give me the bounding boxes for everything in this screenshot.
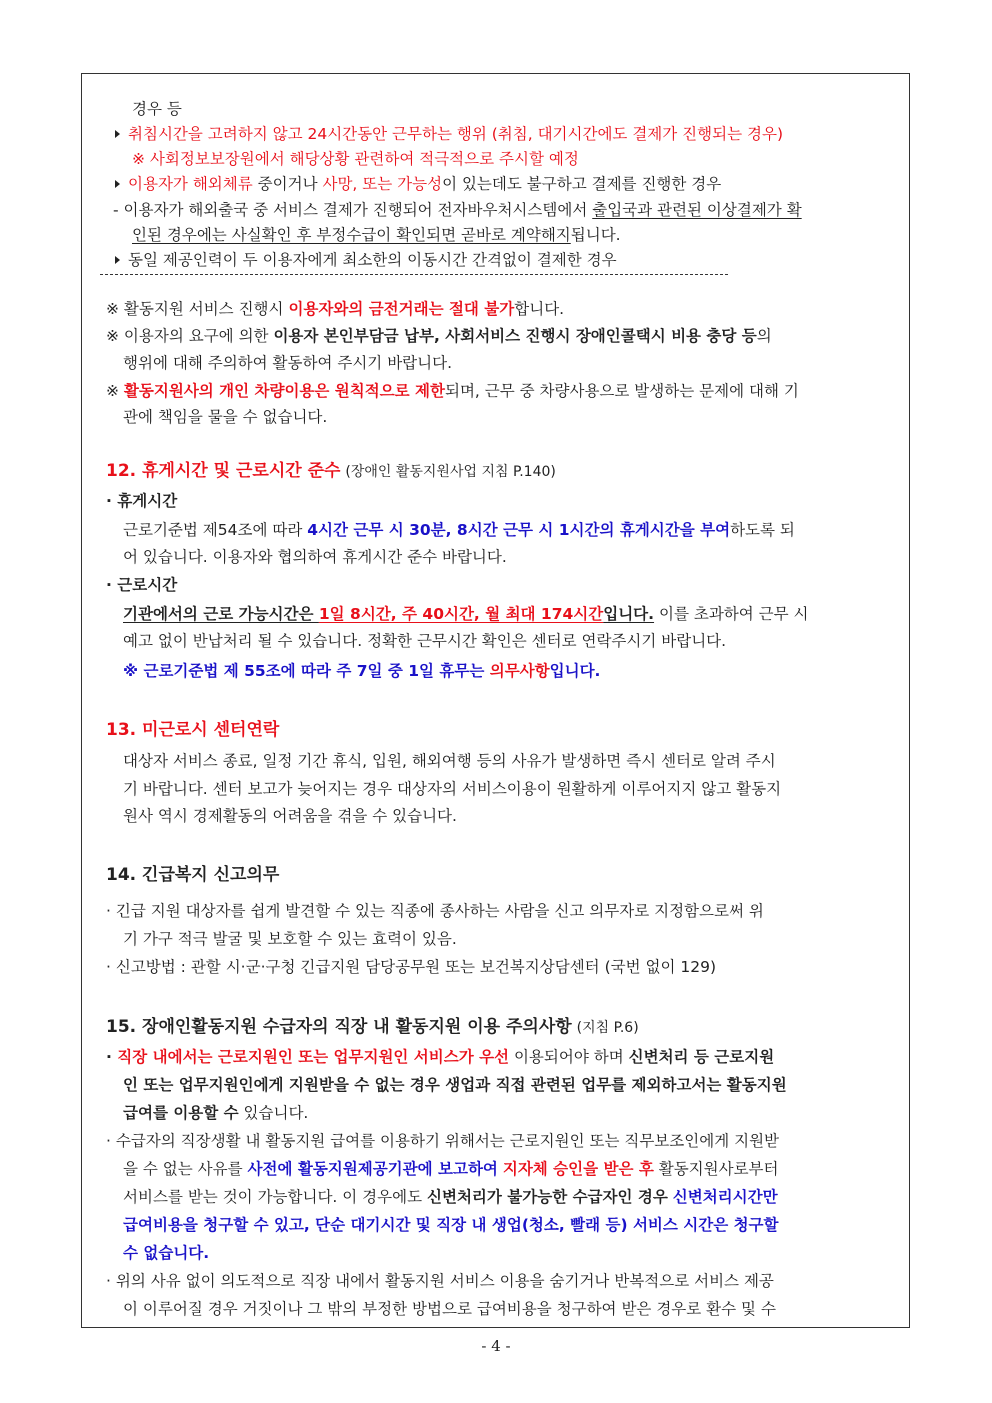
s15-a-line-2: 인 또는 업무지원인에게 지원받을 수 없는 경우 생업과 직접 관련된 업무를 제외하고서는 활동지원 (123, 1076, 787, 1094)
section-14-title: 14. 긴급복지 신고의무 (106, 865, 280, 885)
top-line-7: 동일 제공인력이 두 이용자에게 최소한의 이동시간 간격없이 결제한 경우 (113, 249, 617, 271)
note-3: ※ 활동지원사의 개인 차량이용은 원칙적으로 제한되며, 근무 중 차량사용으로 발생하는 문제에 대해 기 (106, 382, 799, 400)
note-2-cont: 행위에 대해 주의하여 활동하여 주시기 바랍니다. (123, 354, 453, 372)
top-line-1: 경우 등 (132, 100, 182, 118)
s15-a-line-3: 급여를 이용할 수 있습니다. (123, 1104, 309, 1122)
s12-heading-work: · 근로시간 (106, 576, 178, 594)
s14-line-3: · 신고방법 : 관할 시·군·구청 긴급지원 담당공무원 또는 보건복지상담센터 (국번 없이 129) (106, 958, 716, 976)
dashed-divider (100, 274, 728, 275)
s12-note: ※ 근로기준법 제 55조에 따라 주 7일 중 1일 휴무는 의무사항입니다. (123, 662, 601, 680)
s15-b-line-3: 서비스를 받는 것이 가능합니다. 이 경우에도 신변처리가 불가능한 수급자인 경우 신변처리시간만 (123, 1188, 778, 1206)
top-line-5: - 이용자가 해외출국 중 서비스 결제가 진행되어 전자바우처시스템에서 출입국과 관련된 이상결제가 확 (113, 201, 802, 219)
note-3-cont: 관에 책임을 물을 수 없습니다. (123, 408, 328, 426)
note-1: ※ 활동지원 서비스 진행시 이용자와의 금전거래는 절대 불가합니다. (106, 300, 565, 318)
s13-line-2: 기 바랍니다. 센터 보고가 늦어지는 경우 대상자의 서비스이용이 원활하게 이루어지지 않고 활동지 (123, 780, 782, 798)
s15-b-line-4: 급여비용을 청구할 수 있고, 단순 대기시간 및 직장 내 생업(청소, 빨래 등) 서비스 시간은 청구할 (123, 1216, 779, 1234)
page-number: - 4 - (481, 1337, 511, 1355)
s12-rest-line-1: 근로기준법 제54조에 따라 4시간 근무 시 30분, 8시간 근무 시 1시간의 휴게시간을 부여하도록 되 (123, 521, 795, 539)
top-line-6: 인된 경우에는 사실확인 후 부정수급이 확인되면 곧바로 계약해지됩니다. (132, 226, 621, 244)
s13-line-3: 원사 역시 경제활동의 어려움을 겪을 수 있습니다. (123, 807, 457, 825)
s12-work-line-1: 기관에서의 근로 가능시간은 1일 8시간, 주 40시간, 월 최대 174시간입니다. 이를 초과하여 근무 시 (123, 605, 809, 623)
s14-line-2: 기 가구 적극 발굴 및 보호할 수 있는 효력이 있음. (123, 930, 457, 948)
s15-b-line-1: · 수급자의 직장생활 내 활동지원 급여를 이용하기 위해서는 근로지원인 또는 직무보조인에게 지원받 (106, 1132, 780, 1150)
section-12-title: 12. 휴게시간 및 근로시간 준수 (장애인 활동지원사업 지침 P.140) (106, 461, 556, 481)
note-2: ※ 이용자의 요구에 의한 이용자 본인부담금 납부, 사회서비스 진행시 장애인콜택시 비용 충당 등의 (106, 327, 772, 345)
triangle-bullet-icon (115, 130, 120, 138)
s15-b-line-2: 을 수 없는 사유를 사전에 활동지원제공기관에 보고하여 지자체 승인을 받은 후 활동지원사로부터 (123, 1160, 779, 1178)
top-line-2: 취침시간을 고려하지 않고 24시간동안 근무하는 행위 (취침, 대기시간에도 결제가 진행되는 경우) (113, 123, 783, 145)
s12-work-line-2: 예고 없이 반납처리 될 수 있습니다. 정확한 근무시간 확인은 센터로 연락주시기 바랍니다. (123, 632, 727, 650)
section-15-title: 15. 장애인활동지원 수급자의 직장 내 활동지원 이용 주의사항 (지침 P.6) (106, 1017, 639, 1037)
s15-c-line-2: 이 이루어질 경우 거짓이나 그 밖의 부정한 방법으로 급여비용을 청구하여 받은 경우로 환수 및 수 (123, 1300, 776, 1318)
triangle-bullet-icon (115, 256, 120, 264)
s15-c-line-1: · 위의 사유 없이 의도적으로 직장 내에서 활동지원 서비스 이용을 숨기거나 반복적으로 서비스 제공 (106, 1272, 774, 1290)
section-13-title: 13. 미근로시 센터연락 (106, 720, 280, 740)
s12-rest-line-2: 어 있습니다. 이용자와 협의하여 휴게시간 준수 바랍니다. (123, 548, 507, 566)
top-line-4: 이용자가 해외체류 중이거나 사망, 또는 가능성이 있는데도 불구하고 결제를 진행한 경우 (113, 173, 721, 195)
s15-a-line-1: · 직장 내에서는 근로지원인 또는 업무지원인 서비스가 우선 이용되어야 하며 신변처리 등 근로지원 (106, 1048, 775, 1066)
s12-heading-rest: · 휴게시간 (106, 492, 178, 510)
s14-line-1: · 긴급 지원 대상자를 쉽게 발견할 수 있는 직종에 종사하는 사람을 신고 의무자로 지정함으로써 위 (106, 902, 764, 920)
triangle-bullet-icon (115, 180, 120, 188)
s15-b-line-5: 수 없습니다. (123, 1244, 210, 1262)
s13-line-1: 대상자 서비스 종료, 일정 기간 휴식, 입원, 해외여행 등의 사유가 발생하면 즉시 센터로 알려 주시 (123, 752, 776, 770)
top-line-3: ※ 사회정보보장원에서 해당상황 관련하여 적극적으로 주시할 예정 (132, 150, 579, 168)
